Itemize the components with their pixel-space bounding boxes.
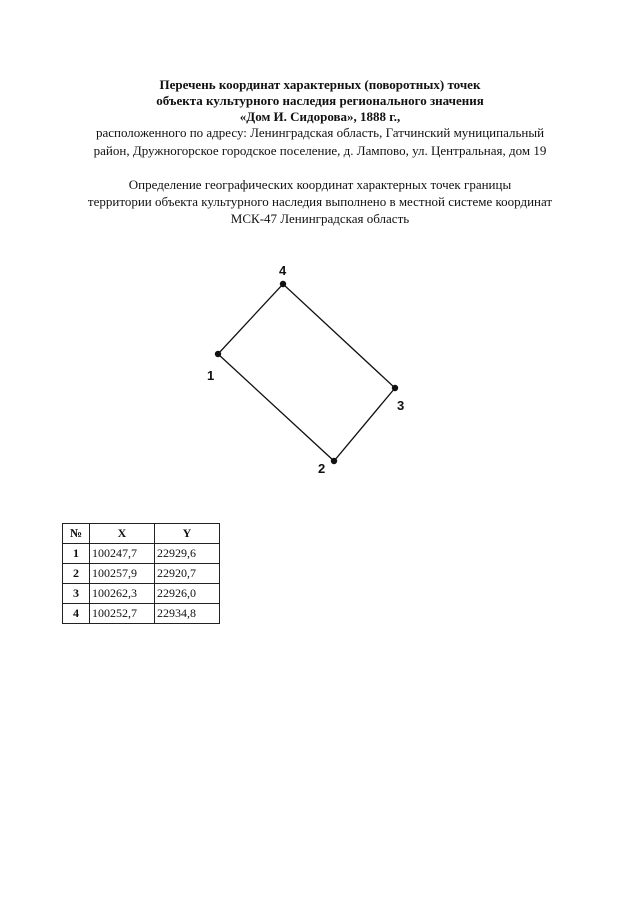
coordinates-table: [62, 523, 220, 624]
boundary-point-3: [392, 385, 398, 391]
table-row: [63, 604, 220, 624]
row-number: 3: [63, 584, 90, 604]
point-label-1: 1: [207, 368, 215, 383]
row-x-value: 100252,7: [90, 604, 155, 624]
document-title-line-2: объекта культурного наследия регионального значения: [156, 93, 484, 108]
boundary-outline: [218, 284, 395, 461]
header-x: X: [90, 524, 155, 544]
point-label-2: 2: [318, 461, 326, 476]
document-title-line-3: «Дом И. Сидорова», 1888 г.,: [239, 109, 401, 124]
definition-line-1: Определение географических координат характерных точек границы: [128, 177, 512, 192]
point-label-4: 4: [279, 263, 287, 278]
point-label-3: 3: [397, 398, 405, 413]
table-header-row: [63, 524, 220, 544]
row-y-value: 22926,0: [155, 584, 220, 604]
address-line-2: район, Дружногорское городское поселение, д. Лампово, ул. Центральная, дом 19: [93, 143, 547, 158]
boundary-point-4: [280, 281, 286, 287]
definition-line-2: территории объекта культурного наследия выполнено в местной системе координат: [87, 194, 553, 209]
boundary-point-1: [215, 351, 221, 357]
row-number: 4: [63, 604, 90, 624]
boundary-point-2: [331, 458, 337, 464]
document-title-line-1: Перечень координат характерных (поворотных) точек: [159, 77, 481, 92]
table-row: [63, 584, 220, 604]
row-number: 1: [63, 544, 90, 564]
table-row: [63, 564, 220, 584]
row-x-value: 100257,9: [90, 564, 155, 584]
row-number: 2: [63, 564, 90, 584]
definition-line-3: МСК-47 Ленинградская область: [230, 211, 410, 226]
row-y-value: 22929,6: [155, 544, 220, 564]
header-number: №: [63, 524, 90, 544]
address-line-1: расположенного по адресу: Ленинградская область, Гатчинский муниципальный: [95, 125, 545, 140]
header-y: Y: [155, 524, 220, 544]
row-y-value: 22920,7: [155, 564, 220, 584]
row-x-value: 100262,3: [90, 584, 155, 604]
row-x-value: 100247,7: [90, 544, 155, 564]
row-y-value: 22934,8: [155, 604, 220, 624]
table-row: [63, 544, 220, 564]
